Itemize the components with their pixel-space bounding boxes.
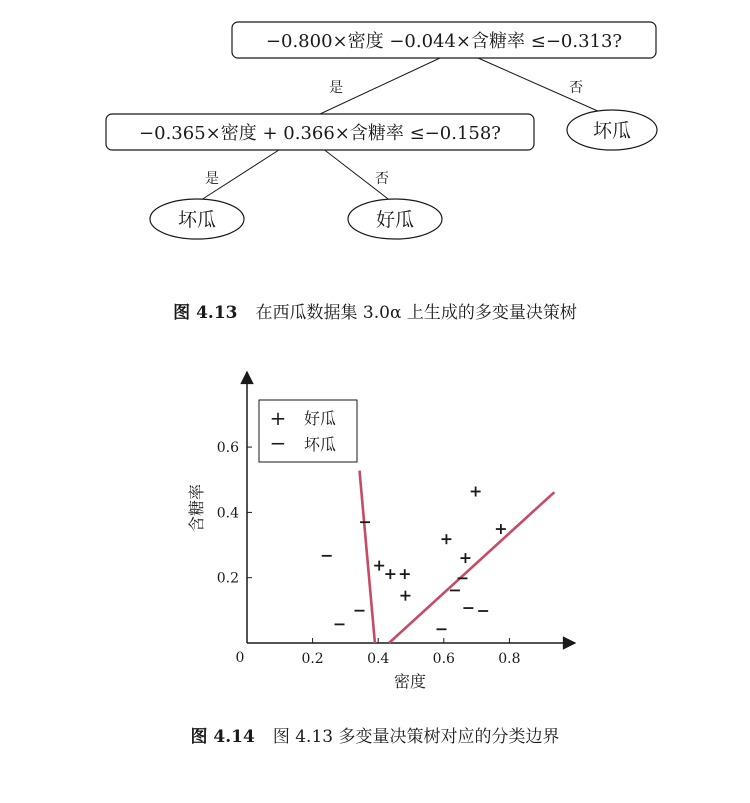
x-axis-label: 密度 (393, 672, 427, 690)
figure-number-4-14: 图 4.14 (190, 727, 255, 747)
point-good-melon (441, 534, 451, 544)
figure-caption-4-13 (0, 298, 750, 323)
tree-leaf-root-no-label: 坏瓜 (592, 120, 632, 142)
point-good-melon (374, 561, 384, 571)
point-good-melon (496, 524, 506, 534)
legend-marker-good: + (269, 406, 287, 430)
decision-tree-diagram (0, 0, 750, 280)
tree-child-condition: −0.365×密度 + 0.366×含糖率 ≤−0.158? (139, 123, 501, 144)
y-tick-label: 0.2 (216, 570, 239, 587)
x-tick-label: 0.6 (432, 651, 455, 667)
x-tick-label: 0.4 (367, 651, 390, 667)
legend-label-bad: 坏瓜 (304, 435, 337, 454)
boundary-scatter-chart (0, 360, 750, 690)
tree-leaf-child-yes-label: 坏瓜 (177, 209, 217, 231)
point-good-melon (471, 487, 481, 497)
legend-marker-bad: − (269, 431, 287, 455)
figure-caption-text-4-13: 在西瓜数据集 3.0α 上生成的多变量决策树 (255, 303, 577, 323)
tree-child-yes-label: 是 (205, 171, 219, 187)
point-good-melon (400, 591, 410, 601)
y-axis-label: 含糖率 (187, 483, 206, 533)
figure-caption-text-4-14: 图 4.13 多变量决策树对应的分类边界 (272, 727, 560, 747)
figure-number-4-13: 图 4.13 (173, 303, 238, 323)
tree-root-no-label: 否 (569, 80, 583, 96)
point-good-melon (400, 569, 410, 579)
decision-boundary-line (389, 492, 554, 643)
legend-label-good: 好瓜 (304, 409, 337, 428)
tree-child-no-label: 否 (375, 171, 389, 187)
y-tick-label: 0.4 (216, 505, 239, 522)
y-tick-label: 0.6 (216, 440, 239, 457)
tree-root-condition: −0.800×密度 −0.044×含糖率 ≤−0.313? (265, 31, 623, 52)
point-good-melon (385, 569, 395, 579)
decision-boundary-line (360, 471, 375, 643)
x-tick-label: 0.8 (498, 651, 521, 667)
origin-label: 0 (235, 650, 245, 666)
point-good-melon (460, 553, 470, 563)
figure-caption-4-14 (0, 722, 750, 747)
tree-root-yes-label: 是 (329, 80, 343, 96)
x-tick-label: 0.2 (301, 651, 324, 667)
tree-leaf-child-no-label: 好瓜 (375, 209, 415, 231)
